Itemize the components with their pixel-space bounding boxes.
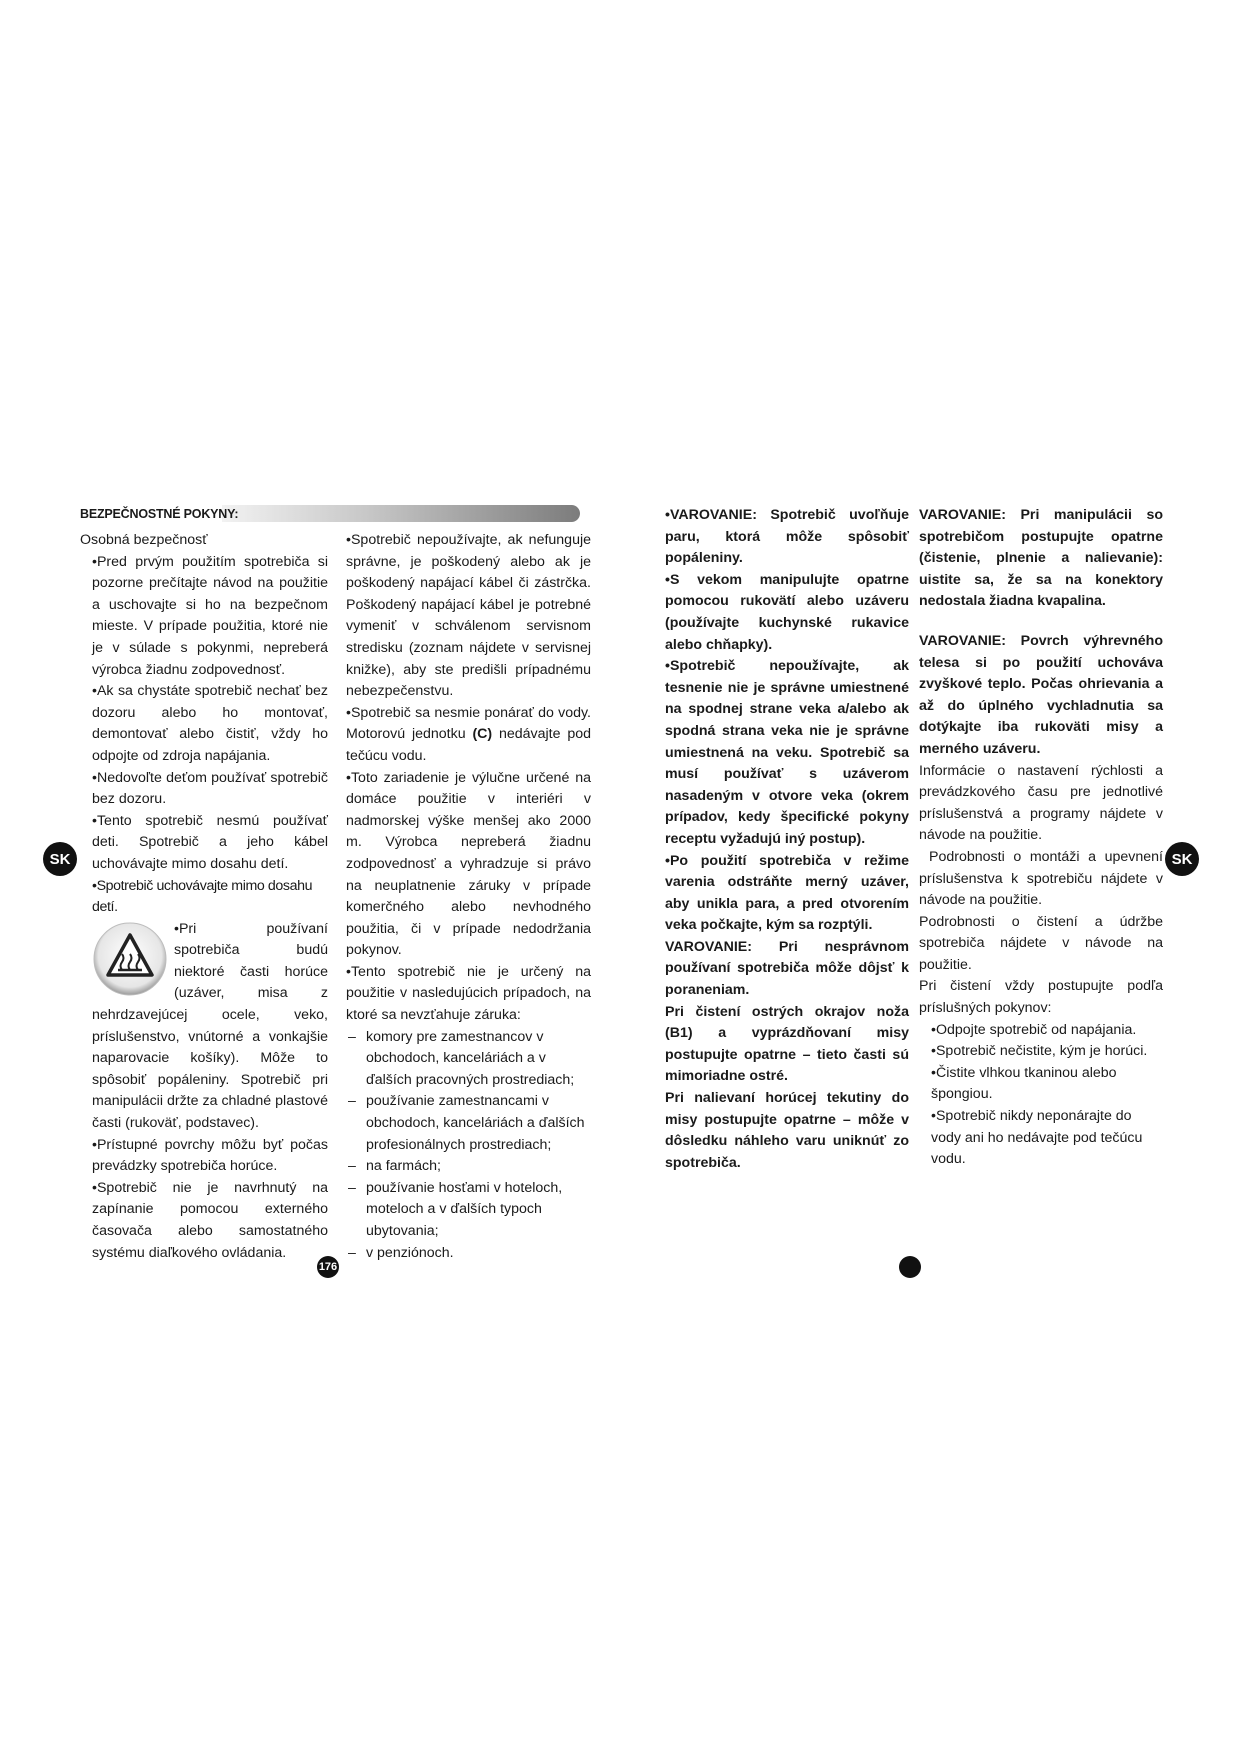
paragraph: •VAROVANIE: Spotrebič uvoľňuje paru, ktorá môže spôsobiť popáleniny. <box>665 507 909 567</box>
exclusion-list <box>346 1027 591 1265</box>
paragraph: Informácie o nastavení rýchlosti a prevádzkového času pre jednotlivé príslušenstvá a programy nájdete v návode na použitie. <box>919 762 1163 844</box>
language-tab-left: SK <box>43 842 77 876</box>
page-number: 176 <box>317 1256 339 1278</box>
page-marker <box>899 1256 921 1278</box>
paragraph: Pri nalievaní horúcej tekutiny do misy postupujte opatrne – môže v dôsledku náhleho varu uniknúť zo spotrebiča. <box>665 1090 909 1171</box>
paragraph: Pri čistení vždy postupujte podľa príslušných pokynov: <box>919 978 1163 1017</box>
paragraph: •Spotrebič nepoužívajte, ak nefunguje správne, je poškodený alebo ak je poškodený napájací kábel či zástrčka. Poškodený napájací kábel je potrebné vymeniť v schválenom servisnom stredisku (zoznam nájdete v servisnej knižke), aby ste predišli prípadnému nebezpečenstvu. <box>346 532 591 700</box>
list-item: – komory pre zamestnancov v obchodoch, kanceláriách a v ďalších pracovných prostrediach; <box>346 1027 591 1092</box>
paragraph: •Ak sa chystáte spotrebič nechať bez dozoru alebo ho montovať, demontovať alebo čistiť, vždy ho odpojte od zdroja napájania. <box>92 683 328 764</box>
list-item: •Spotrebič nečistite, kým je horúci. <box>931 1043 1148 1060</box>
column-1 <box>80 530 328 1264</box>
list-item: – používanie hosťami v hoteloch, moteloch a v ďalších typoch ubytovania; <box>346 1178 591 1243</box>
paragraph: •Tento spotrebič nesmú používať deti. Spotrebič a jeho kábel uchovávajte mimo dosahu detí. <box>92 812 328 872</box>
paragraph: •Spotrebič nepoužívajte, ak tesnenie nie je správne umiestnené na spodnej strane veka a/alebo ak spodná strana veka nie je správne umiestnená na veku. Spotrebič sa musí používať s uzáverom nasadeným v otvore veka (okrem prípadov, kedy špecifické pokyny receptu vyžadujú iný postup). <box>665 658 909 847</box>
paragraph: •Spotrebič nie je navrhnutý na zapínanie pomocou externého časovača alebo samostatného systému diaľkového ovládania. <box>92 1179 328 1261</box>
list-item: – používanie zamestnancami v obchodoch, kanceláriách a ďalších profesionálnych prostrediach; <box>346 1091 591 1156</box>
paragraph: VAROVANIE: Pri nesprávnom používaní spotrebiča môže dôjsť k poraneniam. <box>665 938 909 999</box>
list-item: •Odpojte spotrebič od napájania. <box>931 1021 1137 1038</box>
paragraph: •Tento spotrebič nie je určený na použitie v nasledujúcich prípadoch, na ktoré sa nevzťahuje záruka: <box>346 963 591 1024</box>
column-2 <box>346 530 591 1264</box>
paragraph: •Spotrebič uchovávajte mimo dosahu detí. <box>92 877 313 916</box>
paragraph: Pri čistení ostrých okrajov noža (B1) a vyprázdňovaní misy postupujte opatrne – tieto časti sú mimoriadne ostré. <box>665 1003 909 1085</box>
paragraph: •Toto zariadenie je výlučne určené na domáce použitie v interiéri v nadmorskej výške menšej ako 2000 m. Výrobca nepreberá žiadnu zodpovednosť a vyhradzuje si právo na neuplatnenie záruky v prípade komerčného alebo nevhodného použitia, či v prípade nedodržania pokynov. <box>346 769 591 959</box>
list-item: – v penziónoch. <box>346 1243 591 1265</box>
list-item: – na farmách; <box>346 1156 591 1178</box>
paragraph: •Prístupné povrchy môžu byť počas prevádzky spotrebiča horúce. <box>92 1136 328 1175</box>
list-item: •Čistite vlhkou tkaninou alebo špongiou. <box>931 1064 1117 1103</box>
list-item: •Spotrebič nikdy neponárajte do vody ani ho nedávajte pod tečúcu vodu. <box>931 1108 1143 1168</box>
hot-surface-warning-icon <box>92 921 168 997</box>
column-3 <box>665 505 909 1174</box>
paragraph: VAROVANIE: Pri manipulácii so spotrebičom postupujte opatrne (čistenie, plnenie a nalievanie): uistite sa, že sa na konektory nedostala žiadna kvapalina. <box>919 507 1163 610</box>
header-gradient-bar <box>222 505 580 522</box>
paragraph: Podrobnosti o montáži a upevnení príslušenstva k spotrebiču nájdete v návode na použitie. <box>919 848 1163 909</box>
paragraph: •Spotrebič sa nesmie ponárať do vody. Motorovú jednotku (C) nedávajte pod tečúcu vodu. <box>346 704 591 764</box>
section-title: BEZPEČNOSTNÉ POKYNY: <box>80 507 239 521</box>
subheading-personal-safety: Osobná bezpečnosť <box>80 532 208 548</box>
language-tab-right: SK <box>1165 842 1199 876</box>
paragraph: •Po použití spotrebiča v režime varenia odstráňte merný uzáver, aby unikla para, a pred otvorením veka počkajte, kým sa rozptýli. <box>665 852 909 934</box>
paragraph: Podrobnosti o čistení a údržbe spotrebiča nájdete v návode na použitie. <box>919 913 1163 973</box>
column-4 <box>919 505 1163 1171</box>
paragraph: •Nedovoľte deťom používať spotrebič bez dozoru. <box>92 769 328 808</box>
paragraph: •Pred prvým použitím spotrebiča si pozorne prečítajte návod na použitie a uschovajte si ho na bezpečnom mieste. V prípade použitia, ktoré nie je v súlade s pokynmi, nepreberá výrobca žiadnu zodpovednosť. <box>92 553 328 678</box>
paragraph: VAROVANIE: Povrch výhrevného telesa si po použití uchováva zvyškové teplo. Počas ohrievania a až do úplného vychladnutia sa dotýkajte iba rukoväti misy a merného uzáveru. <box>919 632 1163 757</box>
hot-surface-paragraph: •Pri používaní spotrebiča budú niektoré časti horúce (uzáver, misa z nehrdzavejúcej ocele, veko, príslušenstvo, vnútorné a vonkajšie naparovacie košíky). Môže to spôsobiť popáleniny. Spotrebič pri manipulácii držte za chladné plastové časti (rukoväť, podstavec). <box>92 920 328 1132</box>
paragraph: •S vekom manipulujte opatrne pomocou rukovätí alebo uzáveru (používajte kuchynské rukavice alebo chňapky). <box>665 571 909 653</box>
